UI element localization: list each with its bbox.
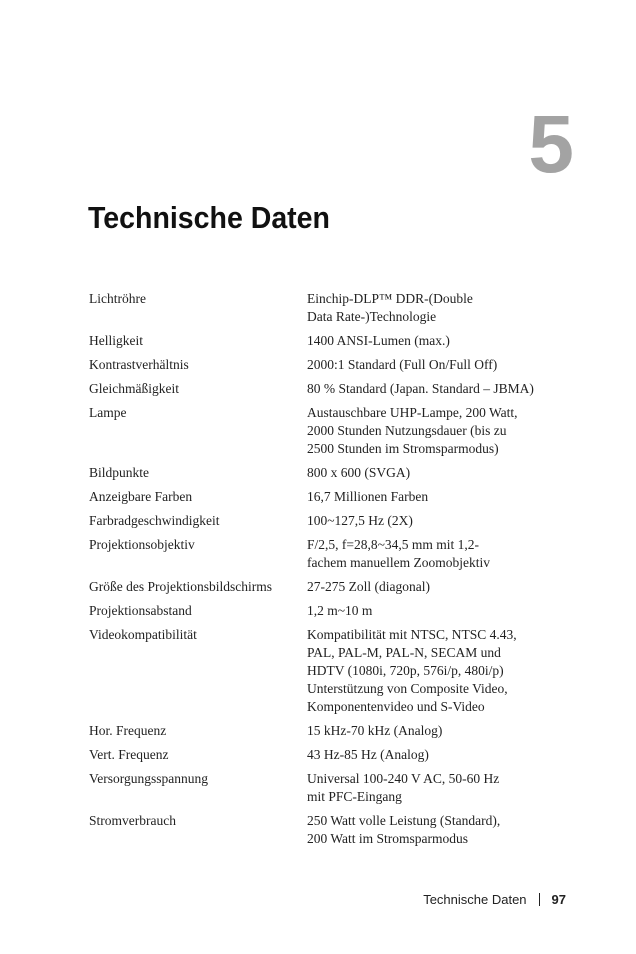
spec-row	[89, 722, 569, 746]
spec-label: Helligkeit	[89, 333, 143, 348]
spec-label: Lampe	[89, 405, 127, 420]
spec-row	[89, 602, 569, 626]
spec-table	[89, 290, 569, 854]
spec-value: 43 Hz-85 Hz (Analog)	[307, 747, 429, 762]
chapter-number: 5	[528, 99, 574, 190]
page-number: 97	[551, 892, 566, 907]
spec-value: 2000:1 Standard (Full On/Full Off)	[307, 357, 498, 372]
spec-label: Videokompatibilität	[89, 627, 197, 642]
spec-value: 250 Watt volle Leistung (Standard), 200 Watt im Stromsparmodus	[307, 813, 501, 846]
spec-label: Bildpunkte	[89, 465, 149, 480]
spec-label: Projektionsabstand	[89, 603, 192, 618]
spec-label: Gleichmäßigkeit	[89, 381, 179, 396]
spec-row	[89, 512, 569, 536]
spec-row	[89, 746, 569, 770]
spec-value: 800 x 600 (SVGA)	[307, 465, 411, 480]
spec-label: Vert. Frequenz	[89, 747, 169, 762]
spec-value: Austauschbare UHP-Lampe, 200 Watt, 2000 Stunden Nutzungsdauer (bis zu 2500 Stunden im Stromsparmodus)	[307, 405, 518, 456]
spec-value: Einchip-DLP™ DDR-(Double Data Rate-)Technologie	[307, 291, 473, 324]
spec-label: Kontrastverhältnis	[89, 357, 189, 372]
spec-value: 1400 ANSI-Lumen (max.)	[307, 333, 450, 348]
page-footer	[423, 892, 566, 907]
spec-row	[89, 488, 569, 512]
spec-value: 15 kHz-70 kHz (Analog)	[307, 723, 443, 738]
spec-row	[89, 812, 569, 854]
spec-label: Versorgungsspannung	[89, 771, 208, 786]
spec-value: F/2,5, f=28,8~34,5 mm mit 1,2- fachem manuellem Zoomobjektiv	[307, 537, 490, 570]
spec-value: 27-275 Zoll (diagonal)	[307, 579, 430, 594]
spec-label: Stromverbrauch	[89, 813, 176, 828]
spec-table-body	[89, 290, 569, 854]
spec-row	[89, 332, 569, 356]
spec-row	[89, 536, 569, 578]
spec-label: Farbradgeschwindigkeit	[89, 513, 220, 528]
spec-label: Anzeigbare Farben	[89, 489, 193, 504]
spec-value: 100~127,5 Hz (2X)	[307, 513, 413, 528]
spec-row	[89, 404, 569, 464]
spec-value: 80 % Standard (Japan. Standard – JBMA)	[307, 381, 534, 396]
spec-row	[89, 290, 569, 332]
spec-label: Projektionsobjektiv	[89, 537, 195, 552]
spec-value: 16,7 Millionen Farben	[307, 489, 429, 504]
page-title: Technische Daten	[88, 200, 330, 235]
spec-label: Hor. Frequenz	[89, 723, 167, 738]
spec-label: Lichtröhre	[89, 291, 146, 306]
spec-row	[89, 770, 569, 812]
footer-separator	[539, 893, 540, 906]
spec-value: Kompatibilität mit NTSC, NTSC 4.43, PAL, PAL-M, PAL-N, SECAM und HDTV (1080i, 720p, 576i/p, 480i/p) Unterstützung von Composite Video, Komponentenvideo und S-Video	[307, 627, 517, 714]
spec-row	[89, 578, 569, 602]
spec-row	[89, 356, 569, 380]
spec-row	[89, 626, 569, 722]
spec-label: Größe des Projektionsbildschirms	[89, 579, 272, 594]
spec-row	[89, 464, 569, 488]
footer-section-title: Technische Daten	[423, 892, 527, 907]
spec-value: 1,2 m~10 m	[307, 603, 373, 618]
spec-value: Universal 100-240 V AC, 50-60 Hz mit PFC-Eingang	[307, 771, 500, 804]
spec-row	[89, 380, 569, 404]
